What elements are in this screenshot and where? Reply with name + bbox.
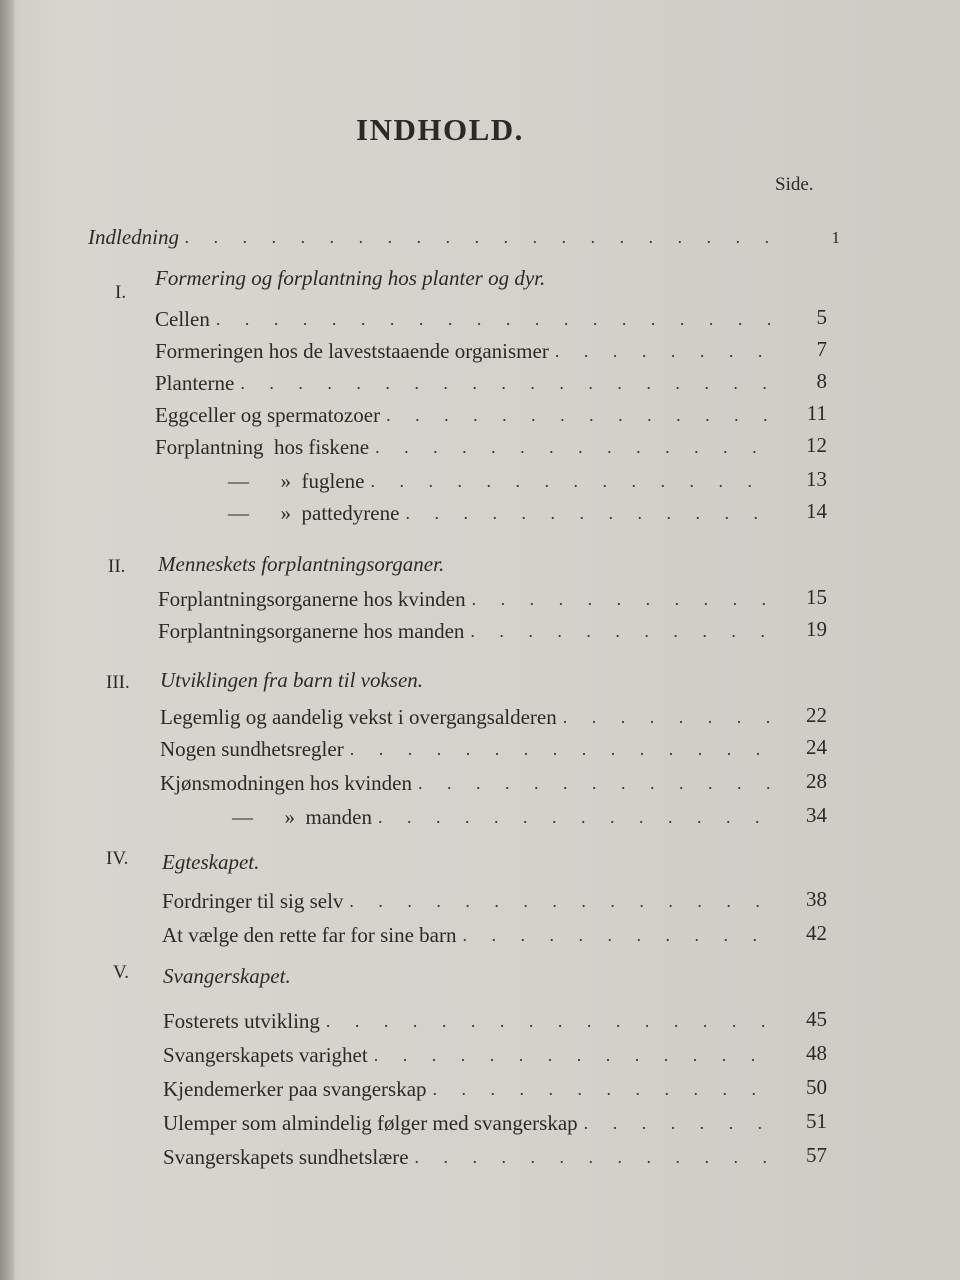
leader-dots	[418, 773, 775, 796]
toc-entry-page: 48	[806, 1041, 827, 1065]
toc-entry-page: 1	[831, 228, 840, 247]
toc-entry-label: Svangerskapets sundhetslære	[163, 1145, 409, 1169]
toc-entry	[155, 364, 827, 396]
toc-entry-page: 22	[806, 703, 827, 727]
leader-dots	[470, 621, 775, 644]
toc-entry-label: — » fuglene	[228, 469, 365, 493]
toc-entry-page: 34	[806, 803, 827, 827]
toc-entry-intro	[88, 218, 840, 250]
toc-entry-label: Formeringen hos de laveststaaende organismer	[155, 339, 549, 363]
toc-entry	[163, 1002, 827, 1034]
leader-dots	[462, 925, 775, 948]
leader-dots	[349, 891, 775, 914]
section-title: Formering og forplantning hos planter og dyr.	[155, 266, 546, 290]
toc-entry-page: 42	[806, 921, 827, 945]
toc-entry-label: Kjønsmodningen hos kvinden	[160, 771, 412, 795]
toc-entry	[228, 494, 827, 526]
toc-entry	[162, 882, 827, 914]
page-title: INDHOLD.	[356, 112, 524, 147]
toc-entry-label: Forplantningsorganerne hos manden	[158, 619, 465, 643]
section-numeral: II.	[108, 556, 126, 577]
toc-entry	[155, 428, 827, 460]
toc-entry-page: 24	[806, 735, 827, 759]
section-numeral: IV.	[106, 848, 129, 869]
toc-entry-label: At vælge den rette far for sine barn	[162, 923, 457, 947]
toc-entry	[163, 1138, 827, 1170]
leader-dots	[472, 589, 775, 612]
toc-entry-label: Forplantningsorganerne hos kvinden	[158, 587, 466, 611]
toc-entry-page: 28	[806, 769, 827, 793]
toc-entry	[160, 698, 827, 730]
section-title: Utviklingen fra barn til voksen.	[160, 668, 424, 692]
leader-dots	[185, 227, 788, 250]
toc-entry-label: Fordringer til sig selv	[162, 889, 344, 913]
leader-dots	[326, 1011, 775, 1034]
leader-dots	[563, 707, 775, 730]
toc-entry-page: 14	[806, 499, 827, 523]
leader-dots	[555, 341, 775, 364]
toc-entry-label: Nogen sundhetsregler	[160, 737, 344, 761]
toc-entry	[163, 1070, 827, 1102]
toc-entry	[162, 916, 827, 948]
toc-entry-page: 13	[806, 467, 827, 491]
leader-dots	[378, 807, 775, 830]
toc-entry-label: Planterne	[155, 371, 235, 395]
section-title: Svangerskapet.	[163, 964, 291, 988]
toc-entry	[232, 798, 827, 830]
toc-entry-page: 19	[806, 617, 827, 641]
section-title: Menneskets forplantningsorganer.	[158, 552, 445, 576]
toc-entry	[163, 1036, 827, 1068]
toc-entry-page: 15	[806, 585, 827, 609]
leader-dots	[584, 1113, 775, 1136]
toc-entry	[160, 764, 827, 796]
page-gutter	[0, 0, 14, 1280]
toc-entry	[155, 300, 827, 332]
toc-entry-label: Forplantning hos fiskene	[155, 435, 370, 459]
toc-entry-page: 12	[806, 433, 827, 457]
toc-entry-page: 8	[816, 369, 827, 393]
leader-dots	[386, 405, 775, 428]
toc-entry-label: Ulemper som almindelig følger med svangerskap	[163, 1111, 578, 1135]
leader-dots	[405, 503, 775, 526]
leader-dots	[375, 437, 775, 460]
toc-entry-page: 7	[816, 337, 827, 361]
toc-entry	[160, 730, 827, 762]
section-title: Egteskapet.	[162, 850, 260, 874]
toc-entry	[155, 396, 827, 428]
leader-dots	[374, 1045, 775, 1068]
section-numeral: V.	[113, 962, 130, 983]
leader-dots	[240, 373, 775, 396]
toc-entry-page: 50	[806, 1075, 827, 1099]
leader-dots	[370, 471, 775, 494]
leader-dots	[350, 739, 775, 762]
toc-entry-page: 45	[806, 1007, 827, 1031]
toc-entry	[228, 462, 827, 494]
section-numeral: III.	[106, 672, 130, 693]
toc-entry-page: 5	[816, 305, 827, 329]
toc-entry	[158, 580, 827, 612]
toc-entry-page: 11	[806, 401, 827, 425]
toc-entry-label: Eggceller og spermatozoer	[155, 403, 381, 427]
toc-entry-label: — » pattedyrene	[228, 501, 400, 525]
toc-entry-page: 57	[806, 1143, 827, 1167]
toc-entry-page: 51	[806, 1109, 827, 1133]
toc-entry-label: — » manden	[232, 805, 372, 829]
toc-entry-label: Indledning	[88, 225, 179, 249]
toc-entry	[158, 612, 827, 644]
section-numeral: I.	[115, 282, 127, 303]
toc-entry-label: Cellen	[155, 307, 210, 331]
leader-dots	[433, 1079, 775, 1102]
toc-entry	[155, 332, 827, 364]
toc-entry-page: 38	[806, 887, 827, 911]
toc-entry-label: Kjendemerker paa svangerskap	[163, 1077, 427, 1101]
toc-entry-label: Fosterets utvikling	[163, 1009, 320, 1033]
page-column-label: Side.	[775, 174, 814, 195]
toc-entry-label: Legemlig og aandelig vekst i overgangsalderen	[160, 705, 557, 729]
toc-entry	[163, 1104, 827, 1136]
leader-dots	[415, 1147, 775, 1170]
toc-entry-label: Svangerskapets varighet	[163, 1043, 368, 1067]
leader-dots	[216, 309, 775, 332]
